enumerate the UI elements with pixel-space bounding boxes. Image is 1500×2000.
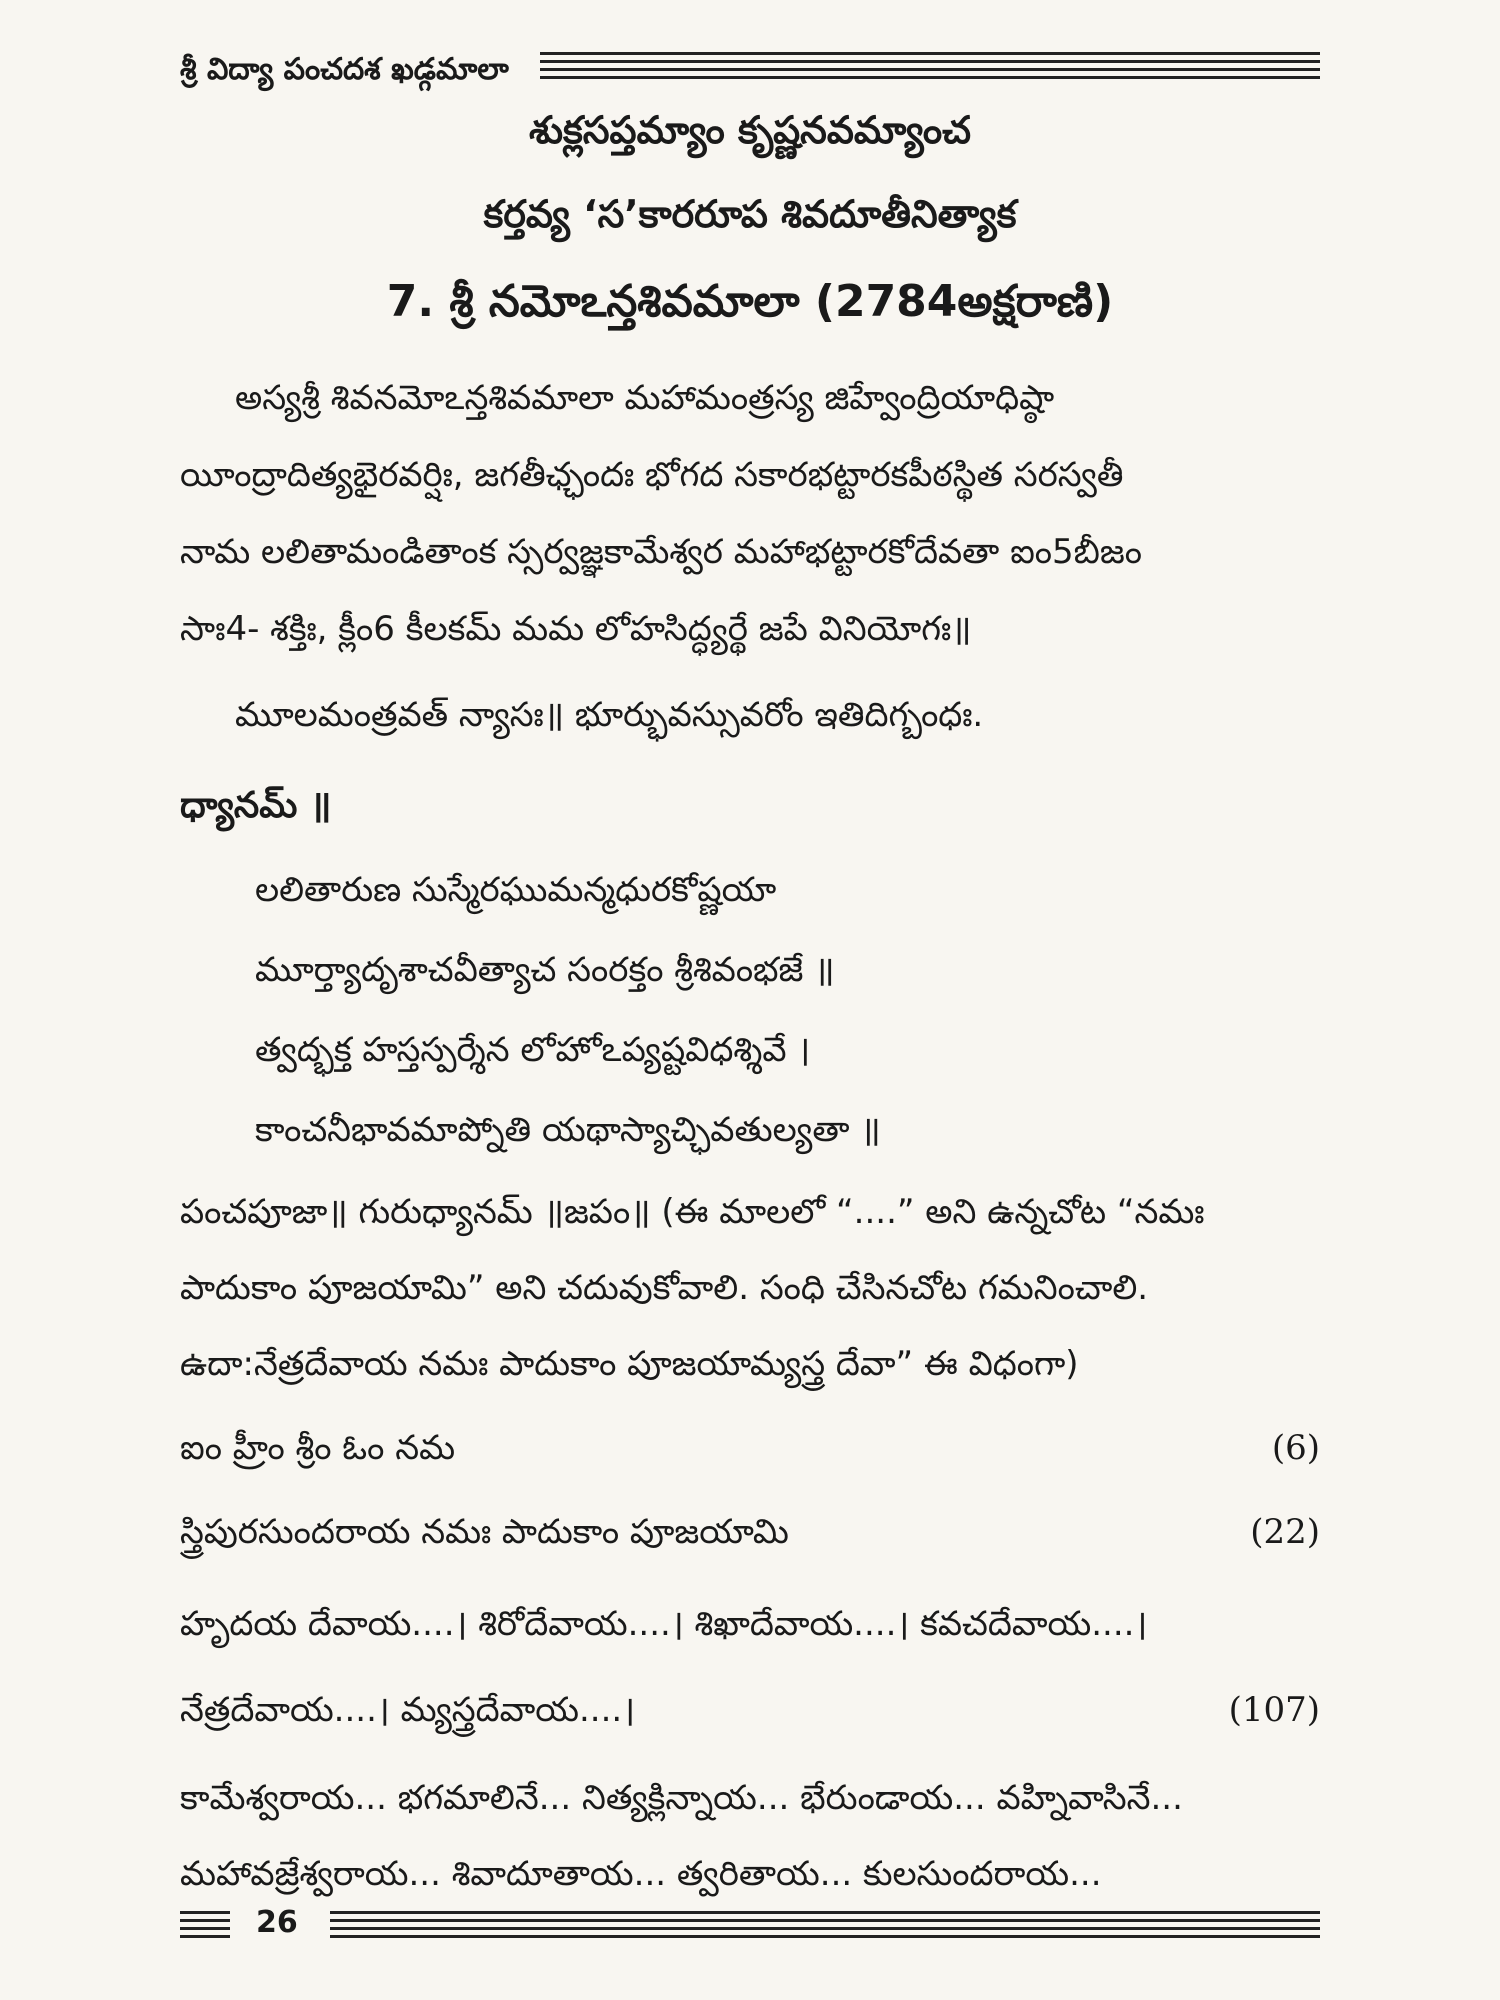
mantra-text: మహావజ్రేశ్వరాయ... శివాదూతాయ... త్వరితాయ... కులసుందరాయ... xyxy=(180,1854,1102,1894)
header-rule-lines xyxy=(540,52,1320,80)
verse-line-1: లలితారుణ సుస్మేరఘుమన్మధురకోష్ణయా xyxy=(255,870,777,910)
mantra-text: హృదయ దేవాయ....। శిరోదేవాయ....। శిఖాదేవాయ....। కవచదేవాయ....। xyxy=(180,1604,1148,1644)
instruction-line-1: పంచపూజా॥ గురుధ్యానమ్ ॥జపం॥ (ఈ మాలలో “....” అని ఉన్నచోట “నమః xyxy=(180,1192,1205,1232)
footer-rule-right xyxy=(330,1911,1320,1939)
running-title: శ్రీ విద్యా పంచదశ ఖడ్గమాలా xyxy=(180,52,509,87)
page-footer xyxy=(180,1905,1320,1945)
mantra-row xyxy=(180,1854,1320,1902)
letter-count: (22) xyxy=(1250,1512,1320,1552)
mantra-row xyxy=(180,1604,1320,1652)
mantra-text: నేత్రదేవాయ....। మ్యస్త్రదేవాయ....। xyxy=(180,1690,636,1730)
verse-line-2: మూర్త్యాదృశాచవీత్యాచ సంరక్తం శ్రీశివంభజే ॥ xyxy=(255,950,835,990)
running-header xyxy=(180,52,1320,92)
verse-line-4: కాంచనీభావమాప్నోతి యథాస్యాచ్ఛివతుల్యతా ॥ xyxy=(255,1110,881,1150)
mantra-row xyxy=(180,1690,1320,1738)
intro-line-1: అస్యశ్రీ శివనమోఽన్తశివమాలా మహామంత్రస్య జిహ్వేంద్రియాధిష్ఠా xyxy=(235,378,1055,418)
letter-count: (107) xyxy=(1228,1690,1320,1730)
letter-count: (6) xyxy=(1271,1428,1320,1468)
mantra-row xyxy=(180,1512,1320,1560)
intro-line-3: నామ లలితామండితాంక స్సర్వజ్ఞకామేశ్వర మహాభట్టారకోదేవతా ఐం5బీజం xyxy=(180,532,1142,572)
heading-line-2: కర్తవ్య ‘స’కారరూప శివదూతీనిత్యాక xyxy=(483,192,1017,236)
mantra-text: స్త్రిపురసుందరాయ నమః పాదుకాం పూజయామి xyxy=(180,1512,789,1552)
instruction-line-3: ఉదా:నేత్రదేవాయ నమః పాదుకాం పూజయామ్యస్త్ర దేవా” ఈ విధంగా) xyxy=(180,1344,1079,1384)
verse-line-3: త్వద్భక్త హస్తస్పర్శేన లోహోఽప్యష్టవిధశ్శివే । xyxy=(255,1030,811,1070)
heading-line-1: శుక్లసప్తమ్యాం కృష్ణనవమ్యాంచ xyxy=(529,108,971,152)
chapter-title: 7. శ్రీ నమోఽన్తశివమాలా (2784అక్షరాణి) xyxy=(386,276,1114,327)
dhyanam-heading: ధ్యానమ్ ॥ xyxy=(180,785,332,826)
intro-line-2: యీంద్రాదిత్యభైరవర్షిః, జగతీఛ్ఛందః భోగద సకారభట్టారకపీఠస్థిత సరస్వతీ xyxy=(180,455,1124,495)
instruction-line-2: పాదుకాం పూజయామి” అని చదువుకోవాలి. సంధి చేసినచోట గమనించాలి. xyxy=(180,1268,1149,1308)
nyasa-line: మూలమంత్రవత్ న్యాసః॥ భూర్భువస్సువరోం ఇతిదిగ్బంధః. xyxy=(235,695,984,735)
page-number: 26 xyxy=(256,1905,298,1940)
mantra-row xyxy=(180,1428,1320,1476)
intro-line-4: సాః4- శక్తిః, క్లీం6 కీలకమ్ మమ లోహసిద్ధ్యర్థే జపే వినియోగః॥ xyxy=(180,609,972,649)
mantra-text: ఐం హ్రీం శ్రీం ఓం నమ xyxy=(180,1428,456,1468)
mantra-row xyxy=(180,1778,1320,1826)
footer-rule-left xyxy=(180,1911,230,1939)
mantra-text: కామేశ్వరాయ... భగమాలినే... నిత్యక్లిన్నాయ... భేరుండాయ... వహ్నివాసినే... xyxy=(180,1778,1183,1818)
